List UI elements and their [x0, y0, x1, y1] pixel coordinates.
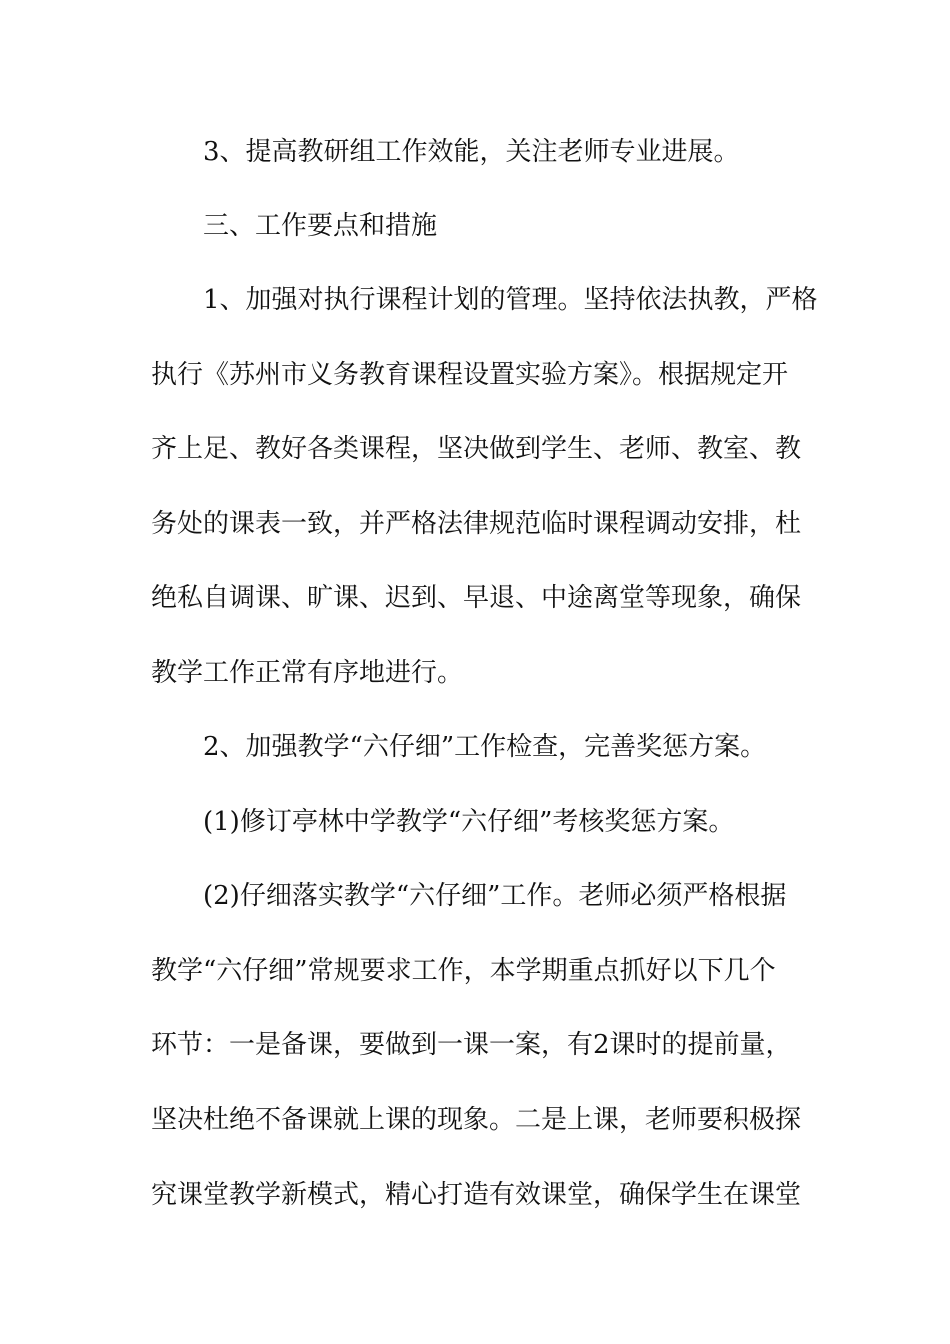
paragraph-line: 坚决杜绝不备课就上课的现象。二是上课，老师要积极探: [151, 1105, 802, 1135]
paragraph-line: 教学“六仔细”常规要求工作，本学期重点抓好以下几个: [151, 956, 776, 986]
paragraph-line: 环节：一是备课，要做到一课一案，有2课时的提前量，: [151, 1030, 792, 1060]
paragraph-line: 2、加强教学“六仔细”工作检查，完善奖惩方案。: [203, 732, 767, 762]
paragraph-line: 教学工作正常有序地进行。: [151, 658, 464, 688]
paragraph-line: (2)仔细落实教学“六仔细”工作。老师必须严格根据: [203, 881, 787, 911]
paragraph-line: 绝私自调课、旷课、迟到、早退、中途离堂等现象，确保: [151, 583, 802, 613]
paragraph-line: 执行《苏州市义务教育课程设置实验方案》。根据规定开: [151, 360, 789, 390]
paragraph-line: 1、加强对执行课程计划的管理。坚持依法执教，严格: [203, 285, 818, 315]
section-heading: 三、工作要点和措施: [203, 211, 438, 241]
paragraph-line: 3、提高教研组工作效能，关注老师专业进展。: [203, 137, 740, 167]
paragraph-line: 务处的课表一致，并严格法律规范临时课程调动安排，杜: [151, 509, 802, 539]
paragraph-line: 齐上足、教好各类课程，坚决做到学生、老师、教室、教: [151, 434, 802, 464]
paragraph-line: 究课堂教学新模式，精心打造有效课堂，确保学生在课堂: [151, 1180, 802, 1210]
paragraph-line: (1)修订亭林中学教学“六仔细”考核奖惩方案。: [203, 807, 735, 837]
